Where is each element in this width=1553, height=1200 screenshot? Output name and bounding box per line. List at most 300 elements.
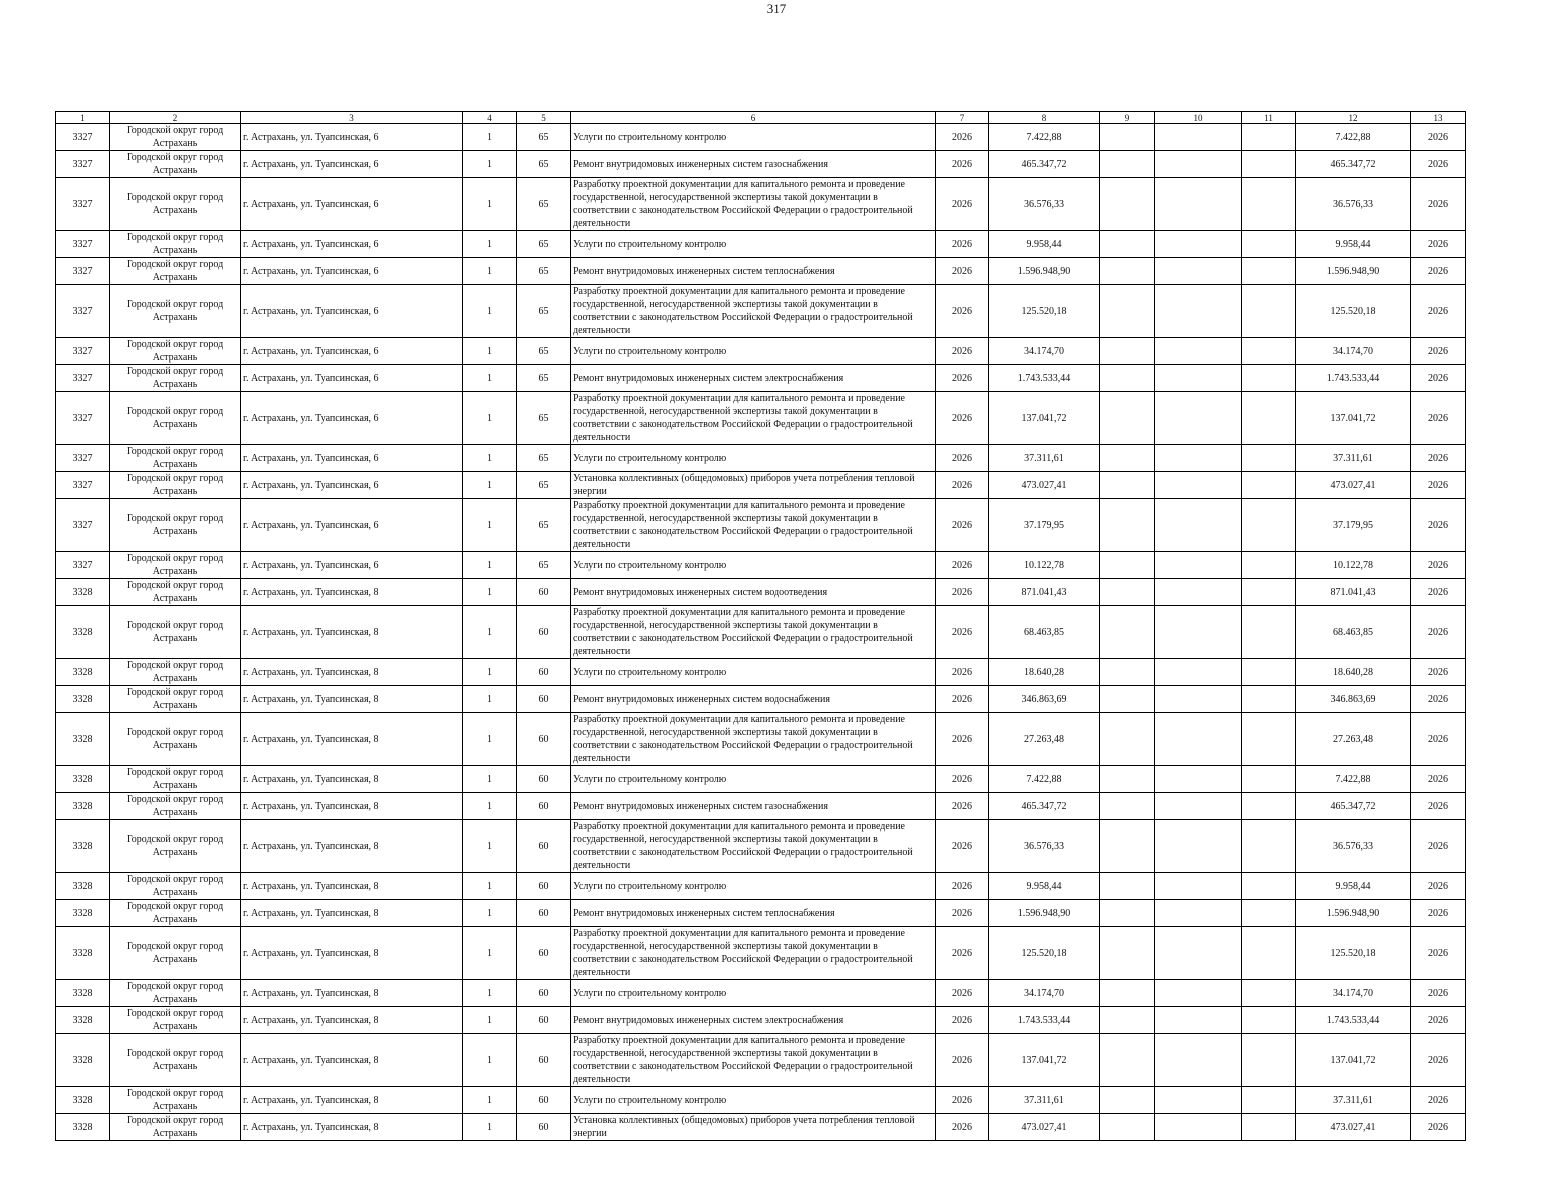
cost-cell: 465.347,72 [989, 151, 1100, 178]
end-year-cell: 2026 [1411, 365, 1466, 392]
row-number-cell: 3328 [56, 900, 110, 927]
year-cell: 2026 [936, 1087, 989, 1114]
end-year-cell: 2026 [1411, 927, 1466, 980]
row-number-cell: 3327 [56, 365, 110, 392]
table-row [56, 231, 1466, 258]
end-year-cell: 2026 [1411, 686, 1466, 713]
row-number-cell: 3327 [56, 499, 110, 552]
year-cell: 2026 [936, 980, 989, 1007]
col10-cell [1155, 1087, 1242, 1114]
end-year-cell: 2026 [1411, 151, 1466, 178]
year-cell: 2026 [936, 1034, 989, 1087]
row-number-cell: 3327 [56, 151, 110, 178]
col5-cell: 65 [517, 445, 571, 472]
table-row [56, 472, 1466, 499]
year-cell: 2026 [936, 285, 989, 338]
work-type-cell: Услуги по строительному контролю [571, 445, 936, 472]
work-type-cell: Разработку проектной документации для капитального ремонта и проведение государственной, негосударственной экспертизы такой документации в соответствии с законодательством Российской Федерации о градостроительной деятельности [571, 499, 936, 552]
col9-cell [1100, 338, 1155, 365]
col11-cell [1242, 285, 1296, 338]
end-year-cell: 2026 [1411, 713, 1466, 766]
col5-cell: 60 [517, 873, 571, 900]
year-cell: 2026 [936, 606, 989, 659]
col11-cell [1242, 766, 1296, 793]
cost-cell: 34.174,70 [989, 338, 1100, 365]
year-cell: 2026 [936, 552, 989, 579]
col9-cell [1100, 873, 1155, 900]
total-cost-cell: 1.743.533,44 [1296, 365, 1411, 392]
cost-cell: 125.520,18 [989, 285, 1100, 338]
work-type-cell: Разработку проектной документации для капитального ремонта и проведение государственной, негосударственной экспертизы такой документации в соответствии с законодательством Российской Федерации о градостроительной деятельности [571, 713, 936, 766]
col4-cell: 1 [463, 1114, 517, 1141]
year-cell: 2026 [936, 659, 989, 686]
municipality-cell: Городской округ город Астрахань [110, 552, 241, 579]
col4-cell: 1 [463, 900, 517, 927]
year-cell: 2026 [936, 579, 989, 606]
cost-cell: 36.576,33 [989, 820, 1100, 873]
col5-cell: 65 [517, 338, 571, 365]
col10-cell [1155, 927, 1242, 980]
row-number-cell: 3327 [56, 392, 110, 445]
year-cell: 2026 [936, 178, 989, 231]
col4-cell: 1 [463, 472, 517, 499]
table-row [56, 873, 1466, 900]
cost-cell: 7.422,88 [989, 124, 1100, 151]
col5-cell: 60 [517, 1007, 571, 1034]
municipality-cell: Городской округ город Астрахань [110, 1114, 241, 1141]
municipality-cell: Городской округ город Астрахань [110, 392, 241, 445]
col11-cell [1242, 927, 1296, 980]
col9-cell [1100, 1087, 1155, 1114]
col5-cell: 65 [517, 151, 571, 178]
column-number-3: 3 [241, 112, 463, 124]
col11-cell [1242, 338, 1296, 365]
col4-cell: 1 [463, 1007, 517, 1034]
year-cell: 2026 [936, 686, 989, 713]
table-row [56, 178, 1466, 231]
col5-cell: 65 [517, 178, 571, 231]
col9-cell [1100, 900, 1155, 927]
col4-cell: 1 [463, 793, 517, 820]
address-cell: г. Астрахань, ул. Туапсинская, 8 [241, 606, 463, 659]
col10-cell [1155, 178, 1242, 231]
municipality-cell: Городской округ город Астрахань [110, 1034, 241, 1087]
col9-cell [1100, 606, 1155, 659]
work-type-cell: Услуги по строительному контролю [571, 338, 936, 365]
year-cell: 2026 [936, 338, 989, 365]
table-row [56, 713, 1466, 766]
col11-cell [1242, 686, 1296, 713]
col4-cell: 1 [463, 392, 517, 445]
work-type-cell: Разработку проектной документации для капитального ремонта и проведение государственной, негосударственной экспертизы такой документации в соответствии с законодательством Российской Федерации о градостроительной деятельности [571, 285, 936, 338]
work-type-cell: Ремонт внутридомовых инженерных систем водоснабжения [571, 686, 936, 713]
row-number-cell: 3328 [56, 659, 110, 686]
work-type-cell: Разработку проектной документации для капитального ремонта и проведение государственной, негосударственной экспертизы такой документации в соответствии с законодательством Российской Федерации о градостроительной деятельности [571, 820, 936, 873]
col5-cell: 60 [517, 686, 571, 713]
col9-cell [1100, 365, 1155, 392]
cost-cell: 34.174,70 [989, 980, 1100, 1007]
municipality-cell: Городской округ город Астрахань [110, 1087, 241, 1114]
cost-cell: 36.576,33 [989, 178, 1100, 231]
col10-cell [1155, 258, 1242, 285]
total-cost-cell: 473.027,41 [1296, 1114, 1411, 1141]
col4-cell: 1 [463, 552, 517, 579]
col10-cell [1155, 713, 1242, 766]
cost-cell: 1.596.948,90 [989, 900, 1100, 927]
address-cell: г. Астрахань, ул. Туапсинская, 6 [241, 552, 463, 579]
row-number-cell: 3328 [56, 766, 110, 793]
row-number-cell: 3327 [56, 231, 110, 258]
row-number-cell: 3328 [56, 980, 110, 1007]
row-number-cell: 3328 [56, 1114, 110, 1141]
total-cost-cell: 346.863,69 [1296, 686, 1411, 713]
end-year-cell: 2026 [1411, 606, 1466, 659]
cost-cell: 68.463,85 [989, 606, 1100, 659]
year-cell: 2026 [936, 124, 989, 151]
col5-cell: 60 [517, 713, 571, 766]
work-type-cell: Ремонт внутридомовых инженерных систем водоотведения [571, 579, 936, 606]
row-number-cell: 3328 [56, 579, 110, 606]
total-cost-cell: 1.596.948,90 [1296, 258, 1411, 285]
municipality-cell: Городской округ город Астрахань [110, 151, 241, 178]
total-cost-cell: 36.576,33 [1296, 178, 1411, 231]
municipality-cell: Городской округ город Астрахань [110, 659, 241, 686]
col11-cell [1242, 606, 1296, 659]
address-cell: г. Астрахань, ул. Туапсинская, 8 [241, 579, 463, 606]
column-number-11: 11 [1242, 112, 1296, 124]
col5-cell: 60 [517, 1087, 571, 1114]
row-number-cell: 3327 [56, 124, 110, 151]
col9-cell [1100, 980, 1155, 1007]
col11-cell [1242, 552, 1296, 579]
table-row [56, 766, 1466, 793]
work-type-cell: Услуги по строительному контролю [571, 873, 936, 900]
repair-program-table [55, 111, 1466, 1141]
col9-cell [1100, 151, 1155, 178]
col9-cell [1100, 552, 1155, 579]
column-number-10: 10 [1155, 112, 1242, 124]
col11-cell [1242, 445, 1296, 472]
col9-cell [1100, 927, 1155, 980]
col9-cell [1100, 285, 1155, 338]
end-year-cell: 2026 [1411, 231, 1466, 258]
col5-cell: 60 [517, 579, 571, 606]
end-year-cell: 2026 [1411, 980, 1466, 1007]
municipality-cell: Городской округ город Астрахань [110, 285, 241, 338]
table-body [56, 124, 1466, 1141]
row-number-cell: 3327 [56, 285, 110, 338]
municipality-cell: Городской округ город Астрахань [110, 499, 241, 552]
col4-cell: 1 [463, 579, 517, 606]
col11-cell [1242, 659, 1296, 686]
col4-cell: 1 [463, 980, 517, 1007]
work-type-cell: Услуги по строительному контролю [571, 1087, 936, 1114]
col9-cell [1100, 659, 1155, 686]
row-number-cell: 3328 [56, 873, 110, 900]
col5-cell: 65 [517, 552, 571, 579]
municipality-cell: Городской округ город Астрахань [110, 606, 241, 659]
col10-cell [1155, 659, 1242, 686]
col4-cell: 1 [463, 499, 517, 552]
total-cost-cell: 125.520,18 [1296, 285, 1411, 338]
end-year-cell: 2026 [1411, 579, 1466, 606]
col11-cell [1242, 1114, 1296, 1141]
total-cost-cell: 68.463,85 [1296, 606, 1411, 659]
year-cell: 2026 [936, 365, 989, 392]
total-cost-cell: 37.311,61 [1296, 445, 1411, 472]
column-number-5: 5 [517, 112, 571, 124]
col9-cell [1100, 713, 1155, 766]
work-type-cell: Услуги по строительному контролю [571, 124, 936, 151]
col10-cell [1155, 766, 1242, 793]
table-row [56, 124, 1466, 151]
table-row [56, 151, 1466, 178]
col4-cell: 1 [463, 873, 517, 900]
table-row [56, 499, 1466, 552]
col11-cell [1242, 1034, 1296, 1087]
work-type-cell: Ремонт внутридомовых инженерных систем газоснабжения [571, 151, 936, 178]
col10-cell [1155, 1034, 1242, 1087]
total-cost-cell: 1.596.948,90 [1296, 900, 1411, 927]
cost-cell: 473.027,41 [989, 1114, 1100, 1141]
column-number-13: 13 [1411, 112, 1466, 124]
col10-cell [1155, 1114, 1242, 1141]
col9-cell [1100, 1007, 1155, 1034]
cost-cell: 7.422,88 [989, 766, 1100, 793]
end-year-cell: 2026 [1411, 1034, 1466, 1087]
end-year-cell: 2026 [1411, 285, 1466, 338]
total-cost-cell: 37.179,95 [1296, 499, 1411, 552]
column-number-7: 7 [936, 112, 989, 124]
row-number-cell: 3327 [56, 338, 110, 365]
end-year-cell: 2026 [1411, 766, 1466, 793]
total-cost-cell: 7.422,88 [1296, 124, 1411, 151]
col5-cell: 65 [517, 392, 571, 445]
cost-cell: 37.311,61 [989, 1087, 1100, 1114]
municipality-cell: Городской округ город Астрахань [110, 980, 241, 1007]
table-row [56, 793, 1466, 820]
end-year-cell: 2026 [1411, 392, 1466, 445]
col4-cell: 1 [463, 659, 517, 686]
total-cost-cell: 871.041,43 [1296, 579, 1411, 606]
end-year-cell: 2026 [1411, 178, 1466, 231]
col9-cell [1100, 499, 1155, 552]
col10-cell [1155, 980, 1242, 1007]
year-cell: 2026 [936, 151, 989, 178]
year-cell: 2026 [936, 820, 989, 873]
col4-cell: 1 [463, 445, 517, 472]
cost-cell: 9.958,44 [989, 231, 1100, 258]
col10-cell [1155, 606, 1242, 659]
table-row [56, 1114, 1466, 1141]
col11-cell [1242, 124, 1296, 151]
end-year-cell: 2026 [1411, 258, 1466, 285]
col4-cell: 1 [463, 820, 517, 873]
cost-cell: 18.640,28 [989, 659, 1100, 686]
year-cell: 2026 [936, 873, 989, 900]
end-year-cell: 2026 [1411, 472, 1466, 499]
year-cell: 2026 [936, 793, 989, 820]
col4-cell: 1 [463, 338, 517, 365]
table-row [56, 659, 1466, 686]
total-cost-cell: 27.263,48 [1296, 713, 1411, 766]
address-cell: г. Астрахань, ул. Туапсинская, 6 [241, 499, 463, 552]
col5-cell: 65 [517, 285, 571, 338]
cost-cell: 37.179,95 [989, 499, 1100, 552]
work-type-cell: Разработку проектной документации для капитального ремонта и проведение государственной, негосударственной экспертизы такой документации в соответствии с законодательством Российской Федерации о градостроительной деятельности [571, 927, 936, 980]
row-number-cell: 3328 [56, 1087, 110, 1114]
col5-cell: 60 [517, 1114, 571, 1141]
col11-cell [1242, 980, 1296, 1007]
column-number-6: 6 [571, 112, 936, 124]
table-row [56, 392, 1466, 445]
total-cost-cell: 34.174,70 [1296, 980, 1411, 1007]
col11-cell [1242, 1087, 1296, 1114]
year-cell: 2026 [936, 231, 989, 258]
col5-cell: 65 [517, 258, 571, 285]
total-cost-cell: 137.041,72 [1296, 1034, 1411, 1087]
address-cell: г. Астрахань, ул. Туапсинская, 6 [241, 445, 463, 472]
work-type-cell: Установка коллективных (общедомовых) приборов учета потребления тепловой энергии [571, 1114, 936, 1141]
end-year-cell: 2026 [1411, 659, 1466, 686]
col11-cell [1242, 392, 1296, 445]
col4-cell: 1 [463, 1034, 517, 1087]
col9-cell [1100, 766, 1155, 793]
table-row [56, 820, 1466, 873]
col10-cell [1155, 392, 1242, 445]
col10-cell [1155, 793, 1242, 820]
address-cell: г. Астрахань, ул. Туапсинская, 8 [241, 766, 463, 793]
col9-cell [1100, 472, 1155, 499]
municipality-cell: Городской округ город Астрахань [110, 338, 241, 365]
municipality-cell: Городской округ город Астрахань [110, 793, 241, 820]
municipality-cell: Городской округ город Астрахань [110, 258, 241, 285]
col9-cell [1100, 392, 1155, 445]
end-year-cell: 2026 [1411, 552, 1466, 579]
col5-cell: 60 [517, 980, 571, 1007]
municipality-cell: Городской округ город Астрахань [110, 124, 241, 151]
municipality-cell: Городской округ город Астрахань [110, 927, 241, 980]
cost-cell: 1.743.533,44 [989, 1007, 1100, 1034]
col4-cell: 1 [463, 606, 517, 659]
work-type-cell: Ремонт внутридомовых инженерных систем электроснабжения [571, 1007, 936, 1034]
table-row [56, 258, 1466, 285]
row-number-cell: 3328 [56, 713, 110, 766]
col10-cell [1155, 552, 1242, 579]
address-cell: г. Астрахань, ул. Туапсинская, 6 [241, 258, 463, 285]
col9-cell [1100, 231, 1155, 258]
cost-cell: 37.311,61 [989, 445, 1100, 472]
year-cell: 2026 [936, 472, 989, 499]
col4-cell: 1 [463, 124, 517, 151]
cost-cell: 9.958,44 [989, 873, 1100, 900]
municipality-cell: Городской округ город Астрахань [110, 445, 241, 472]
municipality-cell: Городской округ город Астрахань [110, 766, 241, 793]
cost-cell: 27.263,48 [989, 713, 1100, 766]
address-cell: г. Астрахань, ул. Туапсинская, 6 [241, 285, 463, 338]
address-cell: г. Астрахань, ул. Туапсинская, 6 [241, 231, 463, 258]
total-cost-cell: 7.422,88 [1296, 766, 1411, 793]
address-cell: г. Астрахань, ул. Туапсинская, 8 [241, 1034, 463, 1087]
col4-cell: 1 [463, 766, 517, 793]
end-year-cell: 2026 [1411, 900, 1466, 927]
column-number-row [56, 112, 1466, 124]
col11-cell [1242, 713, 1296, 766]
col5-cell: 60 [517, 766, 571, 793]
municipality-cell: Городской округ город Астрахань [110, 231, 241, 258]
col11-cell [1242, 499, 1296, 552]
total-cost-cell: 10.122,78 [1296, 552, 1411, 579]
address-cell: г. Астрахань, ул. Туапсинская, 8 [241, 900, 463, 927]
address-cell: г. Астрахань, ул. Туапсинская, 8 [241, 1007, 463, 1034]
col4-cell: 1 [463, 258, 517, 285]
col10-cell [1155, 151, 1242, 178]
municipality-cell: Городской округ город Астрахань [110, 472, 241, 499]
col4-cell: 1 [463, 686, 517, 713]
col10-cell [1155, 579, 1242, 606]
work-type-cell: Разработку проектной документации для капитального ремонта и проведение государственной, негосударственной экспертизы такой документации в соответствии с законодательством Российской Федерации о градостроительной деятельности [571, 392, 936, 445]
municipality-cell: Городской округ город Астрахань [110, 686, 241, 713]
address-cell: г. Астрахань, ул. Туапсинская, 6 [241, 338, 463, 365]
address-cell: г. Астрахань, ул. Туапсинская, 8 [241, 873, 463, 900]
col11-cell [1242, 1007, 1296, 1034]
address-cell: г. Астрахань, ул. Туапсинская, 6 [241, 472, 463, 499]
cost-cell: 1.743.533,44 [989, 365, 1100, 392]
address-cell: г. Астрахань, ул. Туапсинская, 8 [241, 713, 463, 766]
total-cost-cell: 125.520,18 [1296, 927, 1411, 980]
end-year-cell: 2026 [1411, 124, 1466, 151]
row-number-cell: 3328 [56, 606, 110, 659]
table-row [56, 338, 1466, 365]
address-cell: г. Астрахань, ул. Туапсинская, 8 [241, 820, 463, 873]
address-cell: г. Астрахань, ул. Туапсинская, 6 [241, 392, 463, 445]
end-year-cell: 2026 [1411, 873, 1466, 900]
municipality-cell: Городской округ город Астрахань [110, 820, 241, 873]
year-cell: 2026 [936, 1114, 989, 1141]
table-row [56, 980, 1466, 1007]
work-type-cell: Разработку проектной документации для капитального ремонта и проведение государственной, негосударственной экспертизы такой документации в соответствии с законодательством Российской Федерации о градостроительной деятельности [571, 1034, 936, 1087]
year-cell: 2026 [936, 445, 989, 472]
col9-cell [1100, 258, 1155, 285]
cost-cell: 10.122,78 [989, 552, 1100, 579]
total-cost-cell: 37.311,61 [1296, 1087, 1411, 1114]
table-row [56, 445, 1466, 472]
col9-cell [1100, 124, 1155, 151]
col10-cell [1155, 873, 1242, 900]
col4-cell: 1 [463, 927, 517, 980]
year-cell: 2026 [936, 392, 989, 445]
column-number-9: 9 [1100, 112, 1155, 124]
cost-cell: 137.041,72 [989, 392, 1100, 445]
cost-cell: 1.596.948,90 [989, 258, 1100, 285]
table-row [56, 552, 1466, 579]
address-cell: г. Астрахань, ул. Туапсинская, 8 [241, 1087, 463, 1114]
col10-cell [1155, 900, 1242, 927]
row-number-cell: 3328 [56, 686, 110, 713]
total-cost-cell: 137.041,72 [1296, 392, 1411, 445]
total-cost-cell: 473.027,41 [1296, 472, 1411, 499]
end-year-cell: 2026 [1411, 793, 1466, 820]
col9-cell [1100, 686, 1155, 713]
col10-cell [1155, 1007, 1242, 1034]
row-number-cell: 3328 [56, 793, 110, 820]
work-type-cell: Установка коллективных (общедомовых) приборов учета потребления тепловой энергии [571, 472, 936, 499]
address-cell: г. Астрахань, ул. Туапсинская, 6 [241, 124, 463, 151]
col4-cell: 1 [463, 178, 517, 231]
column-number-8: 8 [989, 112, 1100, 124]
table-row [56, 1087, 1466, 1114]
end-year-cell: 2026 [1411, 1007, 1466, 1034]
